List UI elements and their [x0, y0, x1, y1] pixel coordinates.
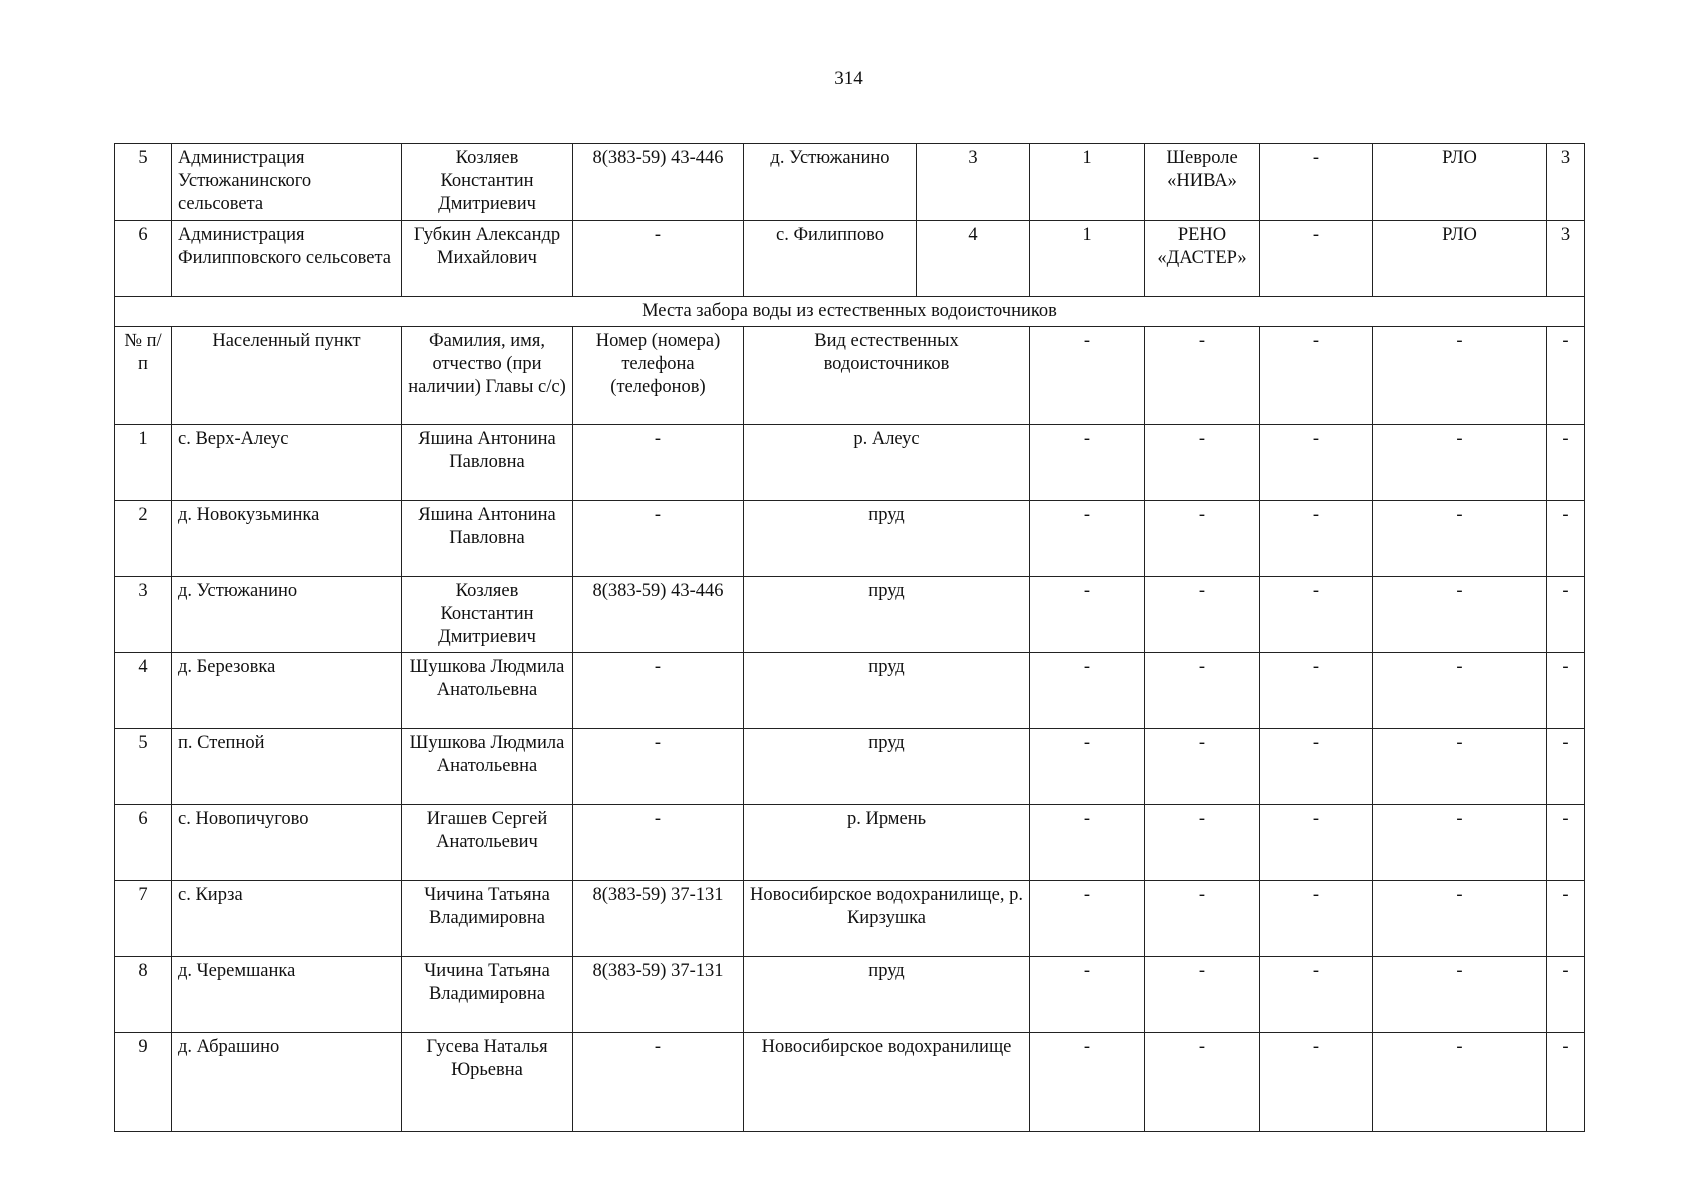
table-row [115, 805, 1585, 881]
vehicle-cell: Шевроле «НИВА» [1145, 144, 1260, 221]
value-cell: - [1260, 957, 1373, 1033]
count-cell: 1 [1030, 221, 1145, 297]
value-cell: - [1547, 501, 1585, 577]
phone-cell: - [573, 221, 744, 297]
value-cell: - [1030, 501, 1145, 577]
value-cell: - [1030, 577, 1145, 653]
settlement-cell: д. Новокузьминка [172, 501, 402, 577]
value-cell: - [1260, 881, 1373, 957]
head-name-cell: Яшина Антонина Павловна [402, 425, 573, 501]
organization-cell: Администрация Устюжанинского сельсовета [172, 144, 402, 221]
value-cell: - [1145, 577, 1260, 653]
settlement-cell: с. Кирза [172, 881, 402, 957]
row-number: 4 [115, 653, 172, 729]
settlement-cell: с. Новопичугово [172, 805, 402, 881]
phone-cell: 8(383-59) 37-131 [573, 881, 744, 957]
value-cell: - [1260, 729, 1373, 805]
table-row [115, 881, 1585, 957]
settlement-cell: с. Верх-Алеус [172, 425, 402, 501]
count-cell: 4 [917, 221, 1030, 297]
value-cell: - [1030, 729, 1145, 805]
table-row [115, 221, 1585, 297]
column-header-number: № п/п [115, 327, 172, 425]
value-cell: - [1145, 881, 1260, 957]
head-name-cell: Чичина Татьяна Владимировна [402, 881, 573, 957]
column-header-empty: - [1547, 327, 1585, 425]
value-cell: - [1373, 577, 1547, 653]
water-source-cell: Новосибирское водохранилище, р. Кирзушка [744, 881, 1030, 957]
section-title: Места забора воды из естественных водоисточников [115, 297, 1585, 327]
table-row [115, 957, 1585, 1033]
phone-cell: 8(383-59) 43-446 [573, 577, 744, 653]
head-name-cell: Шушкова Людмила Анатольевна [402, 729, 573, 805]
water-source-cell: пруд [744, 577, 1030, 653]
column-header-source: Вид естественных водоисточников [744, 327, 1030, 425]
head-name-cell: Игашев Сергей Анатольевич [402, 805, 573, 881]
value-cell: - [1145, 653, 1260, 729]
value-cell: - [1547, 881, 1585, 957]
value-cell: - [1547, 957, 1585, 1033]
head-name-cell: Гусева Наталья Юрьевна [402, 1033, 573, 1132]
row-number: 5 [115, 144, 172, 221]
value-cell: - [1373, 805, 1547, 881]
head-name-cell: Козляев Константин Дмитриевич [402, 577, 573, 653]
head-name-cell: Козляев Константин Дмитриевич [402, 144, 573, 221]
value-cell: - [1373, 729, 1547, 805]
settlement-cell: с. Филиппово [744, 221, 917, 297]
water-source-cell: пруд [744, 957, 1030, 1033]
water-source-cell: р. Алеус [744, 425, 1030, 501]
phone-cell: - [573, 501, 744, 577]
phone-cell: - [573, 425, 744, 501]
row-number: 9 [115, 1033, 172, 1132]
header-row [115, 327, 1585, 425]
head-name-cell: Чичина Татьяна Владимировна [402, 957, 573, 1033]
value-cell: - [1547, 653, 1585, 729]
data-table [114, 143, 1585, 1132]
value-cell: - [1030, 653, 1145, 729]
count-cell: 1 [1030, 144, 1145, 221]
head-name-cell: Губкин Александр Михайлович [402, 221, 573, 297]
value-cell: - [1373, 1033, 1547, 1132]
value-cell: - [1260, 221, 1373, 297]
value-cell: - [1260, 501, 1373, 577]
value-cell: - [1260, 425, 1373, 501]
page-number: 314 [834, 68, 863, 89]
column-header-head-name: Фамилия, имя, отчество (при наличии) Главы с/с) [402, 327, 573, 425]
settlement-cell: п. Степной [172, 729, 402, 805]
settlement-cell: д. Устюжанино [744, 144, 917, 221]
value-cell: - [1145, 729, 1260, 805]
head-name-cell: Яшина Антонина Павловна [402, 501, 573, 577]
row-number: 8 [115, 957, 172, 1033]
table-row [115, 425, 1585, 501]
table-row [115, 577, 1585, 653]
value-cell: - [1030, 1033, 1145, 1132]
value-cell: - [1373, 957, 1547, 1033]
value-cell: 3 [1547, 221, 1585, 297]
phone-cell: - [573, 805, 744, 881]
value-cell: - [1145, 957, 1260, 1033]
value-cell: РЛО [1373, 144, 1547, 221]
phone-cell: - [573, 653, 744, 729]
value-cell: - [1547, 1033, 1585, 1132]
row-number: 2 [115, 501, 172, 577]
value-cell: - [1145, 1033, 1260, 1132]
column-header-empty: - [1145, 327, 1260, 425]
table-row [115, 653, 1585, 729]
water-source-cell: Новосибирское водохранилище [744, 1033, 1030, 1132]
phone-cell: 8(383-59) 43-446 [573, 144, 744, 221]
column-header-settlement: Населенный пункт [172, 327, 402, 425]
table-row [115, 1033, 1585, 1132]
value-cell: - [1373, 425, 1547, 501]
water-source-cell: пруд [744, 653, 1030, 729]
row-number: 3 [115, 577, 172, 653]
settlement-cell: д. Абрашино [172, 1033, 402, 1132]
value-cell: РЛО [1373, 221, 1547, 297]
section-heading-row [115, 297, 1585, 327]
column-header-empty: - [1030, 327, 1145, 425]
value-cell: - [1547, 425, 1585, 501]
value-cell: - [1145, 805, 1260, 881]
column-header-phone: Номер (номера) телефона (телефонов) [573, 327, 744, 425]
organization-cell: Администрация Филипповского сельсовета [172, 221, 402, 297]
value-cell: - [1145, 425, 1260, 501]
table-row [115, 729, 1585, 805]
row-number: 6 [115, 805, 172, 881]
phone-cell: 8(383-59) 37-131 [573, 957, 744, 1033]
value-cell: - [1260, 1033, 1373, 1132]
water-source-cell: пруд [744, 729, 1030, 805]
value-cell: - [1260, 577, 1373, 653]
value-cell: - [1547, 577, 1585, 653]
value-cell: - [1030, 881, 1145, 957]
value-cell: - [1030, 425, 1145, 501]
row-number: 6 [115, 221, 172, 297]
row-number: 1 [115, 425, 172, 501]
column-header-empty: - [1260, 327, 1373, 425]
value-cell: - [1373, 881, 1547, 957]
table-row [115, 501, 1585, 577]
settlement-cell: д. Устюжанино [172, 577, 402, 653]
value-cell: - [1260, 805, 1373, 881]
row-number: 7 [115, 881, 172, 957]
value-cell: - [1547, 805, 1585, 881]
value-cell: - [1547, 729, 1585, 805]
value-cell: - [1373, 653, 1547, 729]
value-cell: - [1145, 501, 1260, 577]
vehicle-cell: РЕНО «ДАСТЕР» [1145, 221, 1260, 297]
table-row [115, 144, 1585, 221]
count-cell: 3 [917, 144, 1030, 221]
phone-cell: - [573, 729, 744, 805]
settlement-cell: д. Березовка [172, 653, 402, 729]
phone-cell: - [573, 1033, 744, 1132]
value-cell: - [1030, 957, 1145, 1033]
value-cell: - [1260, 653, 1373, 729]
value-cell: 3 [1547, 144, 1585, 221]
value-cell: - [1030, 805, 1145, 881]
row-number: 5 [115, 729, 172, 805]
water-source-cell: пруд [744, 501, 1030, 577]
value-cell: - [1373, 501, 1547, 577]
value-cell: - [1260, 144, 1373, 221]
water-source-cell: р. Ирмень [744, 805, 1030, 881]
column-header-empty: - [1373, 327, 1547, 425]
settlement-cell: д. Черемшанка [172, 957, 402, 1033]
head-name-cell: Шушкова Людмила Анатольевна [402, 653, 573, 729]
